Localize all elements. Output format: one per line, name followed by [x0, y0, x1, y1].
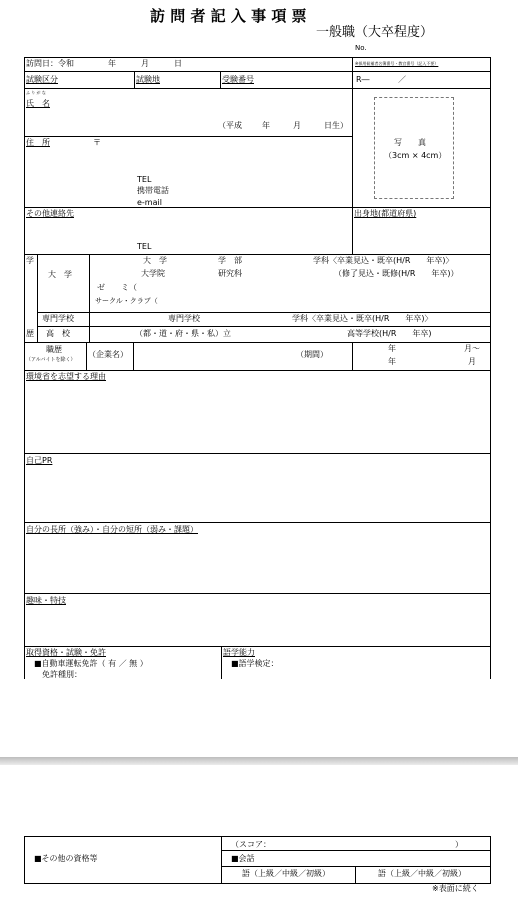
exam-category-label: 試験区分 — [26, 75, 58, 84]
birthplace-divider — [352, 207, 353, 254]
lower-left — [24, 836, 25, 883]
visit-day-label: 日 — [174, 59, 182, 68]
language-score: （スコア： — [231, 840, 271, 849]
hobbies-label: 趣味・特技 — [26, 596, 66, 605]
conversation-level-1: 語（上級／中級／初級） — [242, 869, 330, 878]
visit-month-label: 月 — [141, 59, 149, 68]
education-inner-left — [37, 254, 38, 342]
admin-note: ※採用候補者名簿番号・教官番号（記入不要） — [355, 61, 439, 66]
language-score-close: ） — [455, 840, 463, 849]
work-company: （企業名） — [88, 350, 128, 359]
univ-gakka: 学科〈卒業見込・既卒(H/R 年卒)〉 — [313, 256, 454, 265]
row2-bottom — [24, 88, 491, 89]
lower-bottom — [24, 883, 491, 884]
lower-divider — [221, 836, 222, 883]
exam-number-slash: ／ — [398, 75, 406, 84]
other-contact-label: その他連絡先 — [26, 209, 74, 218]
work-period: （期間） — [296, 350, 328, 359]
self-pr-label: 自己PR — [26, 456, 53, 465]
work-bottom — [24, 370, 491, 371]
license-field: ■自動車運転免許（ 有 ／ 無 ） — [34, 659, 148, 668]
work-div3 — [352, 342, 353, 370]
qual-lang-divider — [221, 646, 222, 679]
lower-top — [24, 836, 491, 837]
birth-day: 日生） — [324, 121, 348, 130]
qualifications-label: 取得資格・試験・免許 — [26, 648, 106, 657]
university-label: 大 学 — [48, 270, 72, 279]
vocational-gakka: 学科〈卒業見込・既卒(H/R 年卒)〉 — [292, 314, 433, 323]
name-label: 氏 名 — [26, 99, 50, 108]
work-month-to: 月 — [468, 357, 476, 366]
work-label: 職歴 — [46, 345, 62, 354]
motivation-bottom — [24, 453, 491, 454]
furigana-label: ふ り が な — [26, 90, 46, 95]
form-border-right — [490, 57, 491, 679]
work-div2 — [133, 342, 134, 370]
univ-gakubu: 学 部 — [218, 256, 242, 265]
grad-shushi: （修了見込・既修(H/R 年卒)） — [334, 269, 459, 278]
address-tel: TEL — [137, 175, 152, 184]
work-year-to: 年 — [388, 357, 396, 366]
lower-right — [490, 836, 491, 883]
grad-kenkyuka: 研究科 — [218, 269, 242, 278]
birth-era: （平成 — [218, 121, 242, 130]
number-label: No. — [355, 44, 367, 52]
vocational-divider — [89, 312, 90, 342]
univ-daigaku: 大 学 — [143, 256, 167, 265]
photo-column-left — [352, 88, 353, 207]
work-note: （アルバイトを除く） — [26, 357, 76, 363]
birth-month: 月 — [293, 121, 301, 130]
address-label: 住 所 — [26, 138, 50, 147]
circle-label: サークル・クラブ（ — [95, 297, 158, 305]
exam-site-label: 試験地 — [136, 75, 160, 84]
other-contact-tel: TEL — [137, 242, 152, 251]
conversation-label: ■会話 — [231, 854, 255, 863]
name-bottom — [24, 136, 352, 137]
postal-mark: 〒 — [93, 138, 101, 147]
row1-divider — [352, 57, 353, 71]
photo-size: （3cm × 4cm） — [384, 151, 447, 160]
row2-div3 — [352, 71, 353, 88]
strengths-bottom — [24, 593, 491, 594]
exam-number-label: 受験番号 — [222, 75, 254, 84]
education-reki: 歴 — [26, 329, 34, 338]
self-pr-bottom — [24, 522, 491, 523]
row1-bottom — [24, 71, 491, 72]
vocational-label: 専門学校 — [42, 314, 74, 323]
work-div1 — [86, 342, 87, 370]
grad-daigakuin: 大学院 — [141, 269, 165, 278]
other-qualifications: ■その他の資格等 — [34, 854, 98, 863]
exam-number-prefix: R― — [356, 75, 370, 84]
address-bottom — [24, 207, 491, 208]
address-mobile: 携帯電話 — [137, 186, 169, 195]
photo-label: 写 真 — [394, 138, 426, 147]
seminar-label: ゼ ミ（ — [97, 283, 137, 292]
conversation-bottom — [221, 866, 491, 867]
language-test: ■語学検定： — [231, 659, 279, 668]
strengths-label: 自分の長所（強み）・自分の短所（弱み・課題） — [26, 525, 198, 534]
work-year-from: 年 — [388, 344, 396, 353]
highschool-type: 高等学校(H/R 年卒) — [347, 329, 432, 338]
contact-bottom — [24, 254, 491, 255]
vocational-school: 専門学校 — [168, 314, 200, 323]
row2-div1 — [134, 71, 135, 88]
education-bottom — [24, 342, 491, 343]
birthplace-label: 出身地(都道府県) — [354, 209, 417, 218]
form-subtitle: 一般職（大卒程度） — [316, 25, 434, 40]
form-border-top — [24, 57, 491, 58]
address-email: e-mail — [137, 198, 162, 207]
level-divider — [355, 866, 356, 883]
vocational-bottom — [37, 326, 491, 327]
work-month-from: 月～ — [464, 344, 480, 353]
page-separator-shadow — [0, 757, 518, 765]
education-gaku: 学 — [26, 256, 34, 265]
conversation-level-2: 語（上級／中級／初級） — [378, 869, 466, 878]
score-bottom — [221, 850, 491, 851]
visit-date-label: 訪問日：令和 — [26, 59, 74, 68]
university-label-divider — [89, 254, 90, 312]
license-type: 免許種別： — [42, 670, 82, 679]
form-title: 訪 問 者 記 入 事 項 票 — [150, 7, 307, 25]
language-label: 語学能力 — [223, 648, 255, 657]
highschool-label: 高 校 — [46, 329, 70, 338]
continue-note: ※表面に続く — [432, 884, 479, 893]
motivation-label: 環境省を志望する理由 — [26, 372, 106, 381]
visit-year-label: 年 — [108, 59, 116, 68]
highschool-pref: （都・道・府・県・私）立 — [135, 329, 231, 338]
hobbies-bottom — [24, 646, 491, 647]
photo-box — [374, 97, 454, 199]
form-border-left — [24, 57, 25, 679]
birth-year: 年 — [262, 121, 270, 130]
university-bottom — [37, 312, 491, 313]
row2-div2 — [220, 71, 221, 88]
